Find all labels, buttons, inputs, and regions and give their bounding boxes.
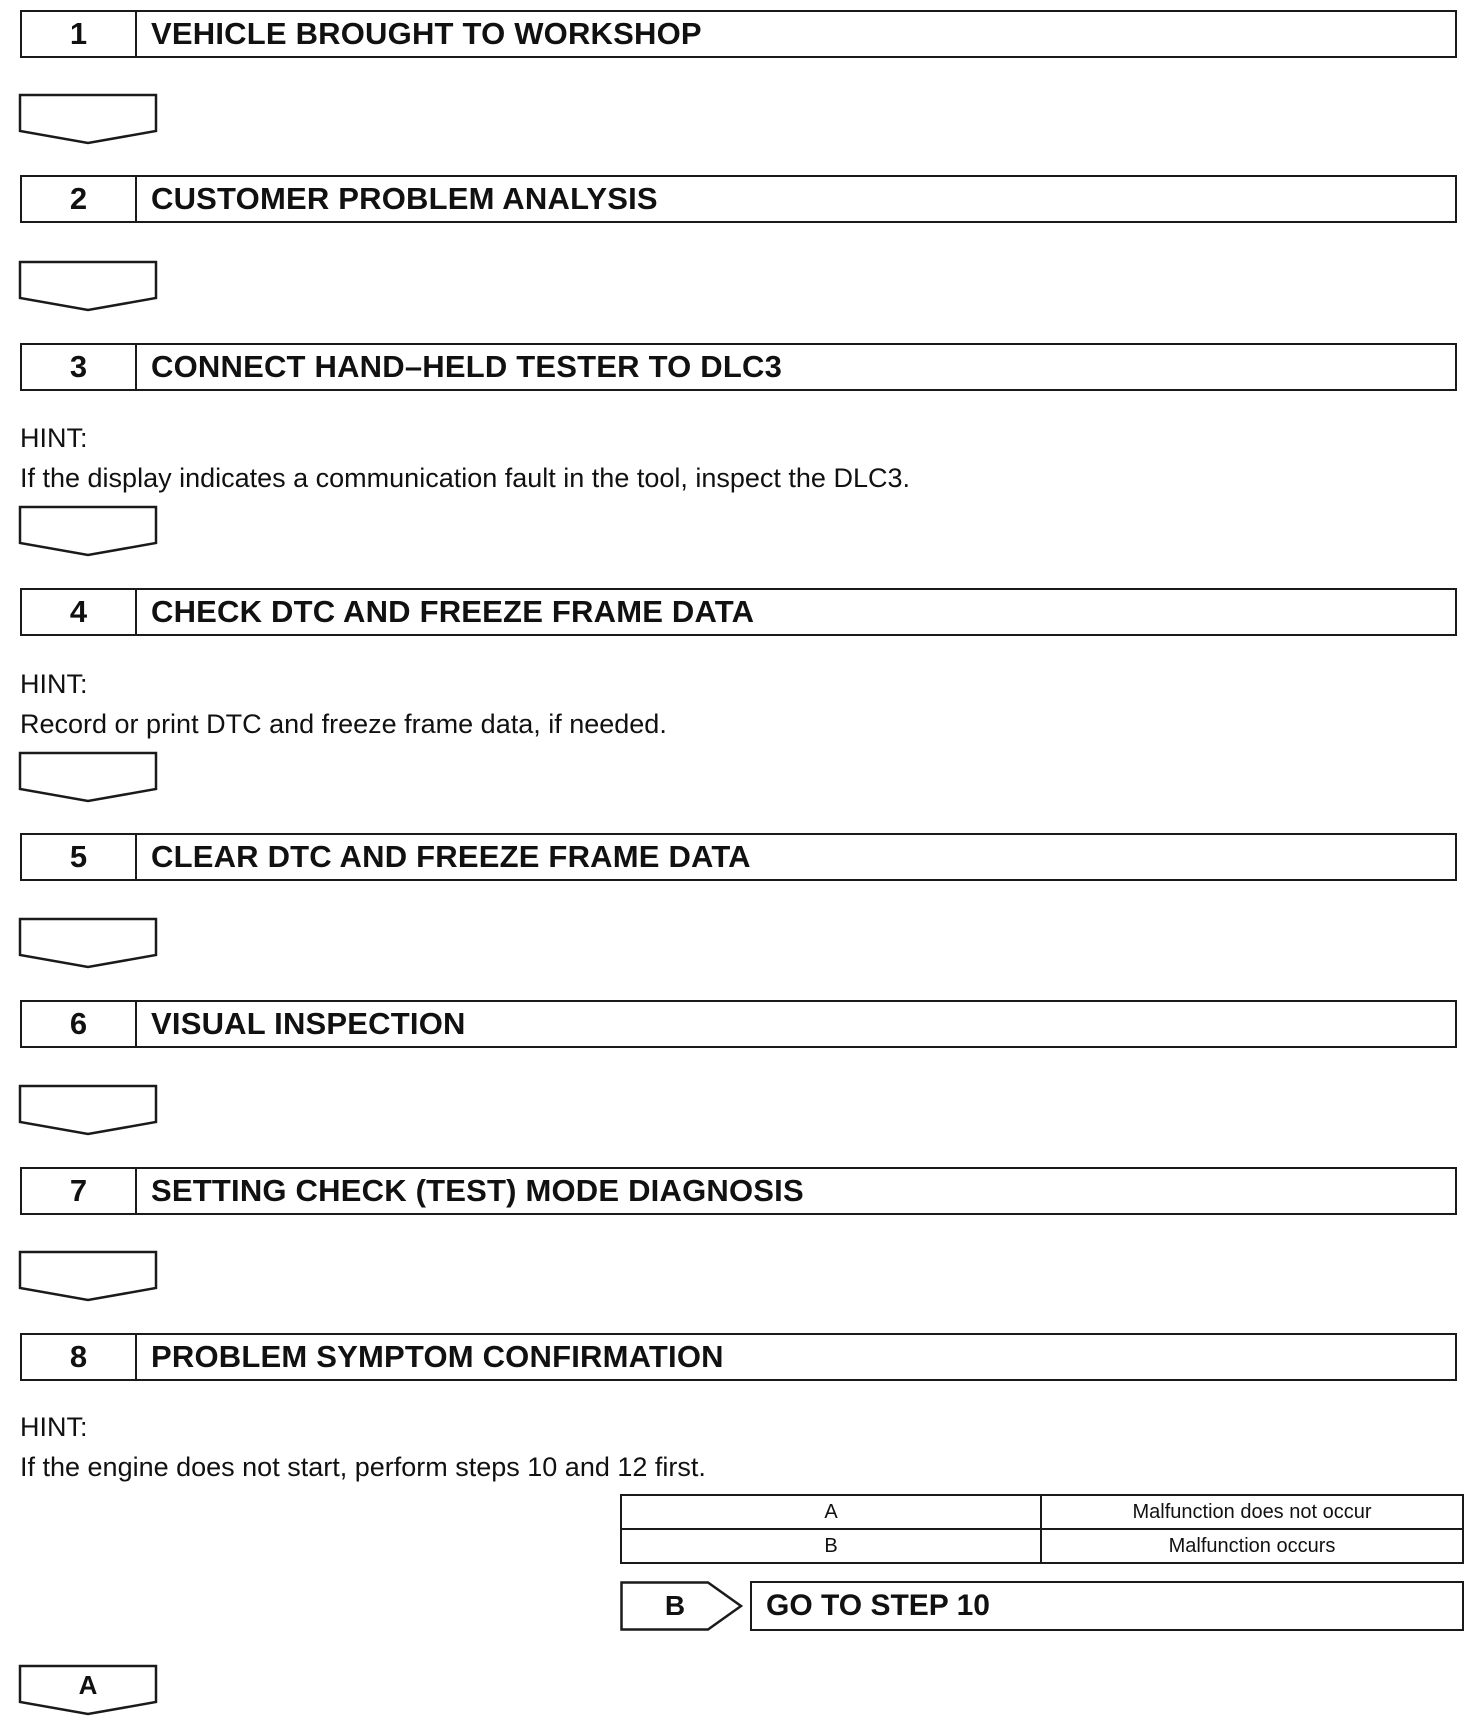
step-title: VISUAL INSPECTION — [151, 1006, 466, 1041]
step-6-box — [20, 1000, 1457, 1048]
step-3-box — [20, 343, 1457, 391]
hint-label: HINT: — [20, 1412, 88, 1442]
down-arrow-icon — [18, 1250, 158, 1302]
step-title: CONNECT HAND–HELD TESTER TO DLC3 — [151, 349, 783, 384]
result-table — [620, 1494, 1464, 1564]
step-number: 5 — [22, 835, 137, 879]
step-number: 8 — [22, 1335, 137, 1379]
result-description: Malfunction does not occur — [1041, 1495, 1463, 1529]
down-arrow-icon — [18, 751, 158, 803]
go-to-step-box: GO TO STEP 10 — [750, 1581, 1464, 1631]
step-title: SETTING CHECK (TEST) MODE DIAGNOSIS — [151, 1173, 804, 1208]
result-code: B — [621, 1529, 1041, 1563]
table-row — [621, 1529, 1463, 1563]
step-7-box — [20, 1167, 1457, 1215]
down-arrow-icon — [18, 1664, 158, 1716]
down-arrow-icon — [18, 917, 158, 969]
step-8-box — [20, 1333, 1457, 1381]
hint-label: HINT: — [20, 423, 88, 453]
down-arrow-icon — [18, 505, 158, 557]
step-number: 7 — [22, 1169, 137, 1213]
step-title: CLEAR DTC AND FREEZE FRAME DATA — [151, 839, 751, 874]
step-number: 6 — [22, 1002, 137, 1046]
step-2-box — [20, 175, 1457, 223]
step-5-box — [20, 833, 1457, 881]
step-title: VEHICLE BROUGHT TO WORKSHOP — [151, 16, 702, 51]
step-title: PROBLEM SYMPTOM CONFIRMATION — [151, 1339, 724, 1374]
step-title: CUSTOMER PROBLEM ANALYSIS — [151, 181, 658, 216]
hint-text: Record or print DTC and freeze frame data, if needed. — [20, 709, 667, 739]
step-number: 3 — [22, 345, 137, 389]
step-1-box — [20, 10, 1457, 58]
hint-text: If the engine does not start, perform steps 10 and 12 first. — [20, 1452, 706, 1482]
branch-b-pointer — [620, 1581, 744, 1631]
hint-text: If the display indicates a communication fault in the tool, inspect the DLC3. — [20, 463, 910, 493]
branch-label: B — [664, 1590, 686, 1621]
table-row — [621, 1495, 1463, 1529]
step-title: CHECK DTC AND FREEZE FRAME DATA — [151, 594, 755, 629]
step-number: 1 — [22, 12, 137, 56]
down-arrow-icon — [18, 1084, 158, 1136]
step-4-box — [20, 588, 1457, 636]
step-number: 2 — [22, 177, 137, 221]
result-code: A — [621, 1495, 1041, 1529]
step-number: 4 — [22, 590, 137, 634]
continue-label: A — [78, 1670, 98, 1700]
hint-label: HINT: — [20, 669, 88, 699]
down-arrow-icon — [18, 93, 158, 145]
result-description: Malfunction occurs — [1041, 1529, 1463, 1563]
down-arrow-icon — [18, 260, 158, 312]
